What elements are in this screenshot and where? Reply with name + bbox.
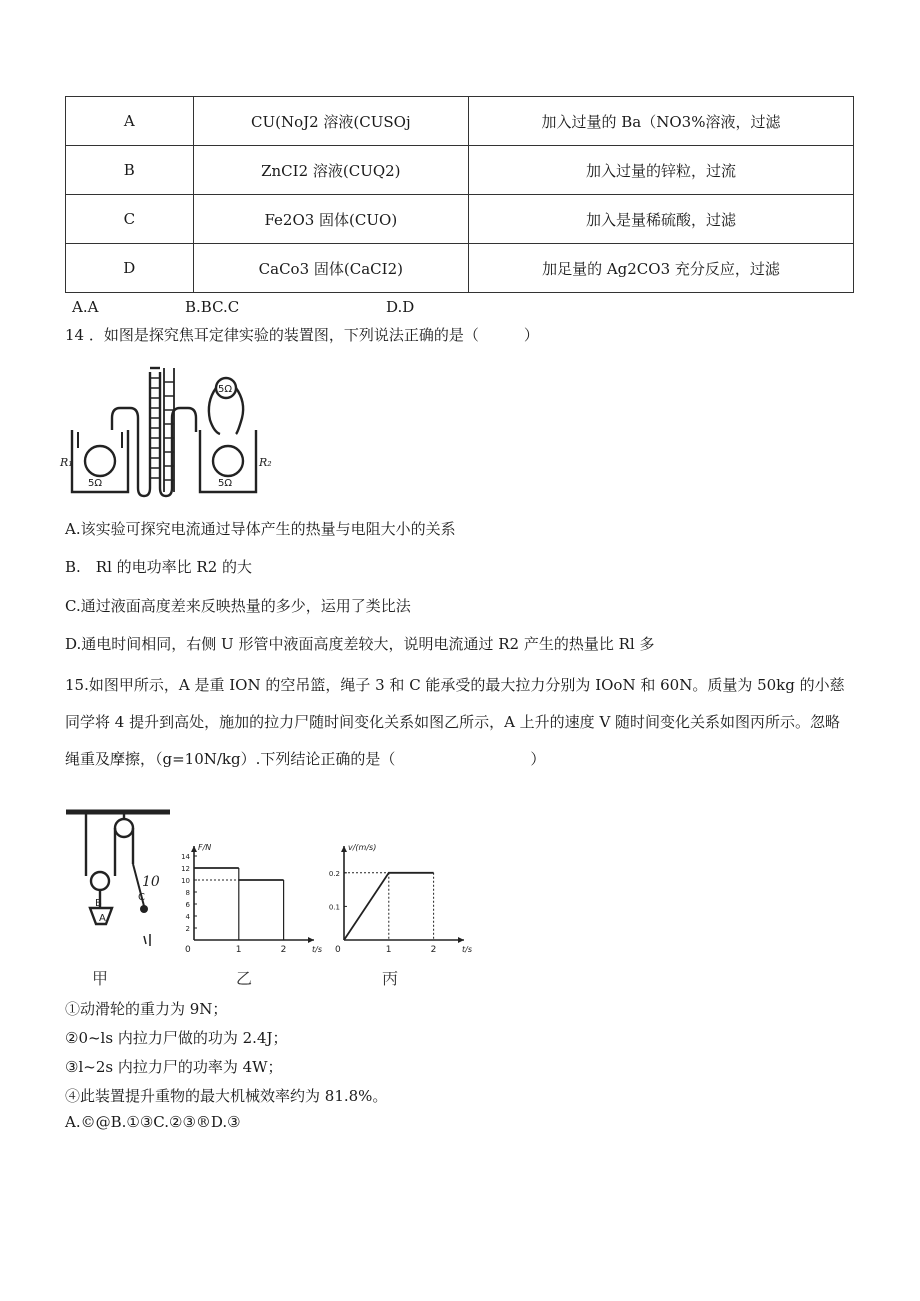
q14-option-c: C.通过液面高度差来反映热量的多少，运用了类比法: [65, 597, 411, 615]
y-tick-label: 0.2: [328, 869, 340, 878]
row-label: A: [66, 97, 194, 146]
x-tick-label: 1: [385, 945, 392, 955]
x-tick-label: 2: [430, 945, 437, 955]
q15-answer-line: A.©@B.①③C.②③®D.③: [65, 1113, 241, 1131]
pulley-figure: [62, 806, 174, 954]
table-row: [66, 97, 854, 146]
y-tick-label: 6: [185, 901, 190, 909]
y-axis-arrow: [341, 846, 347, 852]
x-axis-arrow: [308, 937, 314, 943]
y-axis-arrow: [191, 846, 197, 852]
y-tick-label: 12: [181, 865, 190, 873]
label-r2: R₂: [259, 456, 272, 469]
options-table: [65, 96, 854, 293]
option-d: D.D: [386, 298, 415, 316]
option-bc: B.BC.C: [185, 298, 240, 316]
q14-option-d: D.通电时间相同，右侧 U 形管中液面高度差较大，说明电流通过 R2 产生的热量比 Rl 多: [65, 635, 655, 653]
y-tick-label: 10: [181, 877, 190, 885]
x-axis-label: t/s: [462, 945, 472, 954]
caption-jia: 甲: [92, 969, 109, 988]
y-tick-label: 14: [181, 853, 190, 861]
velocity-time-chart: [322, 834, 470, 958]
q15-statement-2: ②0~ls 内拉力尸做的功为 2.4J；: [65, 1029, 288, 1047]
row-substance: CU(NoJ2 溶液(CUSOj: [193, 97, 468, 146]
row-substance: ZnCI2 溶液(CUQ2): [193, 146, 468, 195]
label-a: A: [99, 913, 106, 924]
x-tick-label: 0: [185, 945, 191, 955]
table-row: [66, 244, 854, 293]
force-time-chart: [180, 828, 325, 958]
row-label: B: [66, 146, 194, 195]
q15-statement-4: ④此装置提升重物的最大机械效率约为 81.8%。: [65, 1087, 388, 1105]
q15-statement-3: ③l~2s 内拉力尸的功率为 4W；: [65, 1058, 283, 1076]
y-tick-label: 8: [185, 889, 190, 897]
y-axis-label: F/N: [198, 843, 212, 852]
table-row: [66, 195, 854, 244]
label-ten: 10: [142, 874, 160, 890]
y-tick-label: 0.1: [328, 903, 340, 912]
row-method: 加入过量的 Ba（NO3%溶液，过滤: [468, 97, 853, 146]
label-res-top: 5Ω: [218, 384, 233, 395]
x-axis-label: t/s: [312, 945, 322, 954]
row-method: 加足量的 Ag2CO3 充分反应，过滤: [468, 244, 853, 293]
option-a: A.A: [72, 298, 99, 316]
row-substance: CaCo3 固体(CaCI2): [193, 244, 468, 293]
caption-yi: 乙: [236, 969, 253, 988]
row-label: C: [66, 195, 194, 244]
q15-statement-1: ①动滑轮的重力为 9N；: [65, 1000, 228, 1018]
row-label: D: [66, 244, 194, 293]
q14-option-a: A.该实验可探究电流通过导体产生的热量与电阻大小的关系: [65, 520, 456, 538]
label-res-right: 5Ω: [218, 478, 233, 489]
y-tick-label: 2: [185, 925, 190, 933]
x-axis-arrow: [458, 937, 464, 943]
label-b: B: [95, 898, 102, 909]
caption-bing: 丙: [382, 969, 399, 988]
label-res-left: 5Ω: [88, 478, 103, 489]
table-row: [66, 146, 854, 195]
row-substance: Fe2O3 固体(CUO): [193, 195, 468, 244]
q15-stem: 15.如图甲所示，A 是重 ION 的空吊篮，绳子 3 和 C 能承受的最大拉力分别为 IOoN 和 60N。质量为 50kg 的小慈同学将 4 提升到高处，施加的拉力尸随时间变化关系如图乙所示，A 上升的速度 V 随时间变化关系如图丙所示。忽略绳重及摩擦，（g=10N/kg）.下列结论正确的是（ ）: [65, 676, 845, 768]
q14-option-b: B. Rl 的电功率比 R2 的大: [65, 558, 253, 576]
joule-law-apparatus-figure: [60, 362, 275, 500]
q14-stem: 14 ．如图是探究焦耳定律实验的装置图，下列说法正确的是（ ）: [65, 326, 539, 344]
x-tick-label: 2: [280, 945, 287, 955]
y-axis-label: v/(m/s): [348, 843, 377, 852]
y-tick-label: 4: [185, 913, 190, 921]
row-method: 加入是量稀硫酸，过滤: [468, 195, 853, 244]
x-tick-label: 0: [335, 945, 341, 955]
row-method: 加入过量的锌粒，过流: [468, 146, 853, 195]
label-r1: R₁: [60, 456, 73, 469]
hand-icon: [140, 905, 148, 913]
label-c: C: [138, 892, 145, 903]
x-tick-label: 1: [235, 945, 242, 955]
